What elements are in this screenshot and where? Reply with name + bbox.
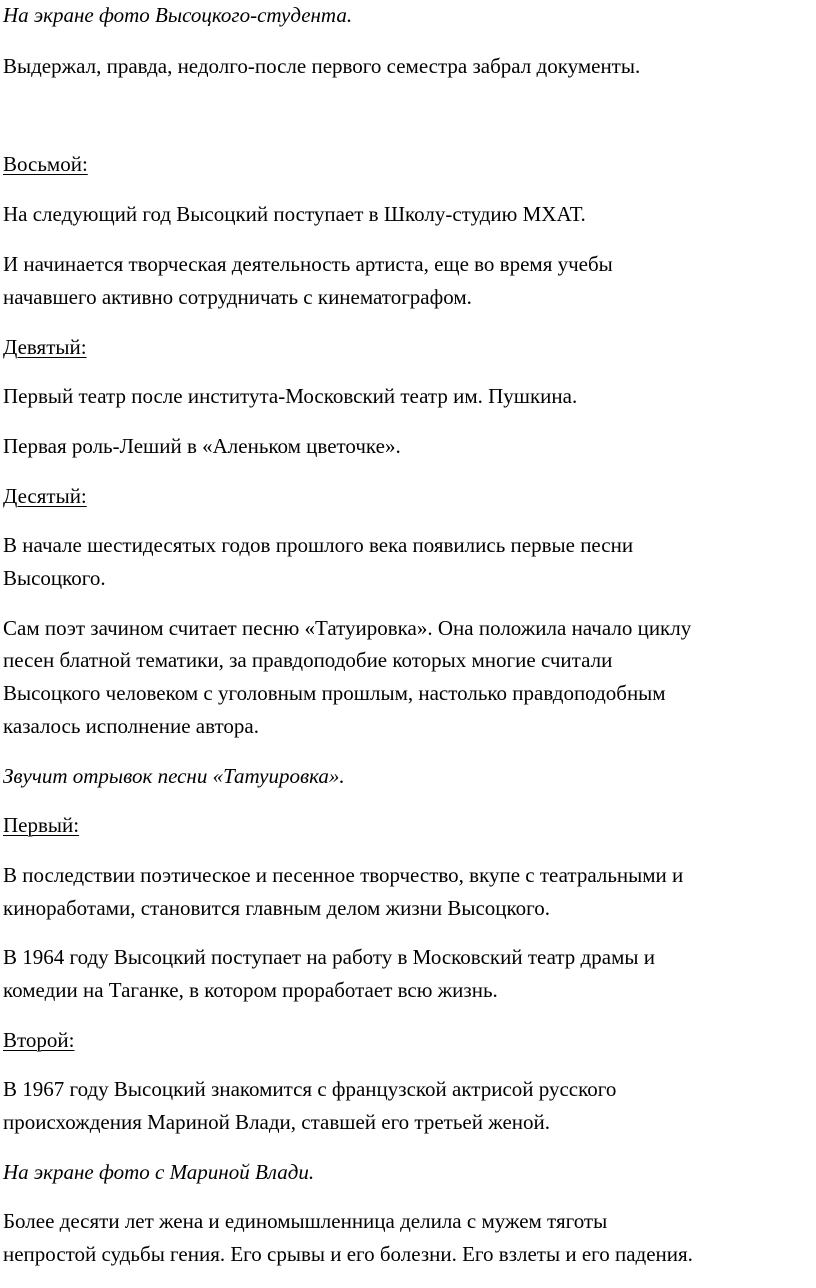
paragraph-line: Первый театр после института-Московский театр им. Пушкина. bbox=[3, 384, 578, 408]
paragraph-line: Высоцкого человеком с уголовным прошлым, настолько правдоподобным bbox=[3, 681, 666, 705]
paragraph-line: казалось исполнение автора. bbox=[3, 714, 259, 738]
paragraph-line: В 1964 году Высоцкий поступает на работу в Московский театр драмы и bbox=[3, 945, 655, 969]
speaker-heading: Восьмой: bbox=[3, 152, 88, 176]
speaker-heading: Первый: bbox=[3, 813, 80, 837]
paragraph-line: На следующий год Высоцкий поступает в Школу-студию МХАТ. bbox=[3, 202, 586, 226]
paragraph-line: И начинается творческая деятельность артиста, еще во время учебы bbox=[3, 252, 613, 276]
paragraph-line: песен блатной тематики, за правдоподобие которых многие считали bbox=[3, 648, 613, 672]
paragraph-line: Выдержал, правда, недолго-после первого семестра забрал документы. bbox=[3, 54, 641, 78]
stage-direction: На экране фото Высоцкого-студента. bbox=[3, 3, 353, 27]
paragraph-line: В 1967 году Высоцкий знакомится с французской актрисой русского bbox=[3, 1077, 617, 1101]
paragraph-line: Первая роль-Леший в «Аленьком цветочке». bbox=[3, 434, 401, 458]
paragraph-line: Высоцкого. bbox=[3, 566, 106, 590]
paragraph-line: киноработами, становится главным делом жизни Высоцкого. bbox=[3, 896, 551, 920]
paragraph-line: В последствии поэтическое и песенное творчество, вкупе с театральными и bbox=[3, 863, 684, 887]
paragraph-line: происхождения Мариной Влади, ставшей его третьей женой. bbox=[3, 1110, 551, 1134]
speaker-heading: Десятый: bbox=[3, 484, 87, 508]
paragraph-line: Сам поэт зачином считает песню «Татуировка». Она положила начало циклу bbox=[3, 616, 692, 640]
paragraph-line: В начале шестидесятых годов прошлого века появились первые песни bbox=[3, 533, 634, 557]
paragraph-line: непростой судьбы гения. Его срывы и его болезни. Его взлеты и его падения. bbox=[3, 1242, 693, 1266]
speaker-heading: Девятый: bbox=[3, 335, 87, 359]
paragraph-line: комедии на Таганке, в котором проработает всю жизнь. bbox=[3, 978, 498, 1002]
paragraph-line: Более десяти лет жена и единомышленница делила с мужем тяготы bbox=[3, 1209, 608, 1233]
paragraph-line: начавшего активно сотрудничать с кинематографом. bbox=[3, 285, 472, 309]
stage-direction: Звучит отрывок песни «Татуировка». bbox=[3, 764, 345, 788]
stage-direction: На экране фото с Мариной Влади. bbox=[3, 1160, 315, 1184]
speaker-heading: Второй: bbox=[3, 1028, 75, 1052]
